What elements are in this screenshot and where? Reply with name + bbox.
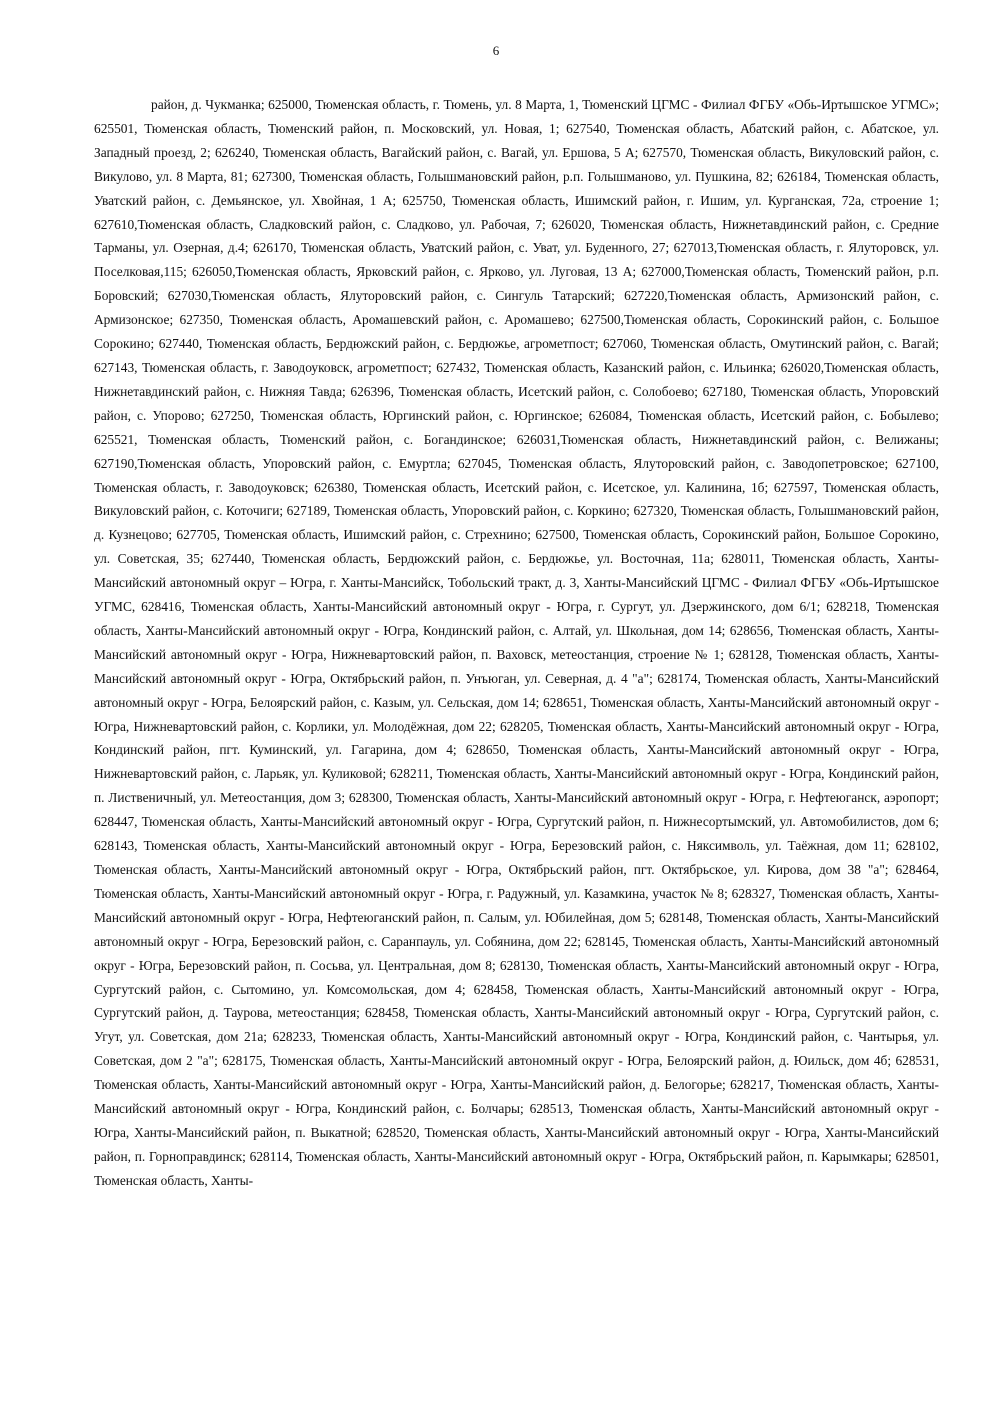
page-number: 6 — [492, 43, 500, 58]
body-paragraph: район, д. Чукманка; 625000, Тюменская область, г. Тюмень, ул. 8 Марта, 1, Тюменский ЦГМС - Филиал ФГБУ «Обь-Иртышское УГМС»; 625501, Тюменская область, Тюменский район, п. Московский, ул. Новая, 1; 627540, Тюменская область, Абатский район, с. Абатское, ул. Западный проезд, 2; 626240, Тюменская область, Вагайский район, с. Вагай, ул. Ершова, 5 А; 627570, Тюменская область, Викуловский район, с. Викулово, ул. 8 Марта, 81; 627300, Тюменская область, Голышмановский район, р.п. Голышманово, ул. Пушкина, 82; 626184, Тюменская область, Уватский район, с. Демьянское, ул. Хвойная, 1 А; 625750, Тюменская область, Ишимский район, г. Ишим, ул. Курганская, 72а, строение 1; 627610,Тюменская область, Сладковский район, с. Сладково, ул. Рабочая, 7; 626020, Тюменская область, Нижнетавдинский район, с. Средние Тарманы, ул. Озерная, д.4; 626170, Тюменская область, Уватский район, с. Уват, ул. Буденного, 27; 627013,Тюменская область, г. Ялуторовск, ул. Поселковая,115; 626050,Тюменская область, Ярковский район, с. Ярково, ул. Луговая, 13 А; 627000,Тюменская область, Тюменский район, р.п. Боровский; 627030,Тюменская область, Ялуторовский район, с. Сингуль Татарский; 627220,Тюменская область, Армизонский район, с. Армизонское; 627350, Тюменская область, Аромашевский район, с. Аромашево; 627500,Тюменская область, Сорокинский район, с. Большое Сорокино; 627440, Тюменская область, Бердюжский район, с. Бердюжье, агрометпост; 627060, Тюменская область, Омутинский район, с. Вагай; 627143, Тюменская область, г. Заводоуковск, агрометпост; 627432, Тюменская область, Казанский район, с. Ильинка; 626020,Тюменская область, Нижнетавдинский район, с. Нижняя Тавда; 626396, Тюменская область, Исетский район, с. Солобоево; 627180, Тюменская область, Упоровский район, с. Упорово; 627250, Тюменская область, Юргинский район, с. Юргинское; 626084, Тюменская область, Исетский район, с. Бобылево; 625521, Тюменская область, Тюменский район, с. Богандинское; 626031,Тюменская область, Нижнетавдинский район, с. Велижаны; 627190,Тюменская область, Упоровский район, с. Емуртла; 627045, Тюменская область, Ялуторовский район, с. Заводопетровское; 627100, Тюменская область, г. Заводоуковск; 626380, Тюменская область, Исетский район, с. Исетское, ул. Калинина, 1б; 627597, Тюменская область, Викуловский район, с. Коточиги; 627189, Тюменская область, Упоровский район, с. Коркино; 627320, Тюменская область, Голышмановский район, д. Кузнецово; 627705, Тюменская область, Ишимский район, с. Стрехнино; 627500, Тюменская область, Сорокинский район, Большое Сорокино, ул. Советская, 35; 627440, Тюменская область, Бердюжский район, с. Бердюжье, ул. Восточная, 11а; 628011, Тюменская область, Ханты-Мансийский автономный округ – Югра, г. Ханты-Мансийск, Тобольский тракт, д. 3, Ханты-Мансийский ЦГМС - Филиал ФГБУ «Обь-Иртышское УГМС, 628416, Тюменская область, Ханты-Мансийский автономный округ - Югра, г. Сургут, ул. Дзержинского, дом 6/1; 628218, Тюменская область, Ханты-Мансийский автономный округ - Югра, Кондинский район, с. Алтай, ул. Школьная, дом 14; 628656, Тюменская область, Ханты-Мансийский автономный округ - Югра, Нижневартовский район, п. Ваховск, метеостанция, строение № 1; 628128, Тюменская область, Ханты-Мансийский автономный округ - Югра, Октябрьский район, п. Унъюган, ул. Северная, д. 4 "а"; 628174, Тюменская область, Ханты-Мансийский автономный округ - Югра, Белоярский район, с. Казым, ул. Сельская, дом 14; 628651, Тюменская область, Ханты-Мансийский автономный округ - Югра, Нижневартовский район, с. Корлики, ул. Молодёжная, дом 22; 628205, Тюменская область, Ханты-Мансийский автономный округ - Югра, Кондинский район, пгт. Куминский, ул. Гагарина, дом 4; 628650, Тюменская область, Ханты-Мансийский автономный округ - Югра, Нижневартовский район, с. Ларьяк, ул. Куликовой; 628211, Тюменская область, Ханты-Мансийский автономный округ - Югра, Кондинский район, п. Лиственичный, ул. Метеостанция, дом 3; 628300, Тюменская область, Ханты-Мансийский автономный округ - Югра, г. Нефтеюганск, аэропорт; 628447, Тюменская область, Ханты-Мансийский автономный округ - Югра, Сургутский район, п. Нижнесортымский, ул. Автомобилистов, дом 6; 628143, Тюменская область, Ханты-Мансийский автономный округ - Югра, Березовский район, с. Няксимволь, ул. Таёжная, дом 11; 628102, Тюменская область, Ханты-Мансийский автономный округ - Югра, Октябрьский район, пгт. Октябрьское, ул. Кирова, дом 38 "а"; 628464, Тюменская область, Ханты-Мансийский автономный округ - Югра, г. Радужный, ул. Казамкина, участок № 8; 628327, Тюменская область, Ханты-Мансийский автономный округ - Югра, Нефтеюганский район, п. Салым, ул. Юбилейная, дом 5; 628148, Тюменская область, Ханты-Мансийский автономный округ - Югра, Березовский район, с. Саранпауль, ул. Собянина, дом 22; 628145, Тюменская область, Ханты-Мансийский автономный округ - Югра, Березовский район, п. Сосьва, ул. Центральная, дом 8; 628130, Тюменская область, Ханты-Мансийский автономный округ - Югра, Сургутский район, с. Сытомино, ул. Комсомольская, дом 4; 628458, Тюменская область, Ханты-Мансийский автономный округ - Югра, Сургутский район, д. Таурова, метеостанция; 628458, Тюменская область, Ханты-Мансийский автономный округ - Югра, Сургутский район, с. Угут, ул. Советская, дом 21а; 628233, Тюменская область, Ханты-Мансийский автономный округ - Югра, Кондинский район, с. Чантырья, ул. Советская, дом 2 "а"; 628175, Тюменская область, Ханты-Мансийский автономный округ - Югра, Белоярский район, д. Юильск, дом 4б; 628531, Тюменская область, Ханты-Мансийский автономный округ - Югра, Ханты-Мансийский район, д. Белогорье; 628217, Тюменская область, Ханты-Мансийский автономный округ - Югра, Кондинский район, с. Болчары; 628513, Тюменская область, Ханты-Мансийский автономный округ - Югра, Ханты-Мансийский район, п. Выкатной; 628520, Тюменская область, Ханты-Мансийский автономный округ - Югра, Ханты-Мансийский район, п. Горноправдинск; 628114, Тюменская область, Ханты-Мансийский автономный округ - Югра, Октябрьский район, п. Карымкары; 628501, Тюменская область, Ханты- — [94, 97, 939, 1188]
